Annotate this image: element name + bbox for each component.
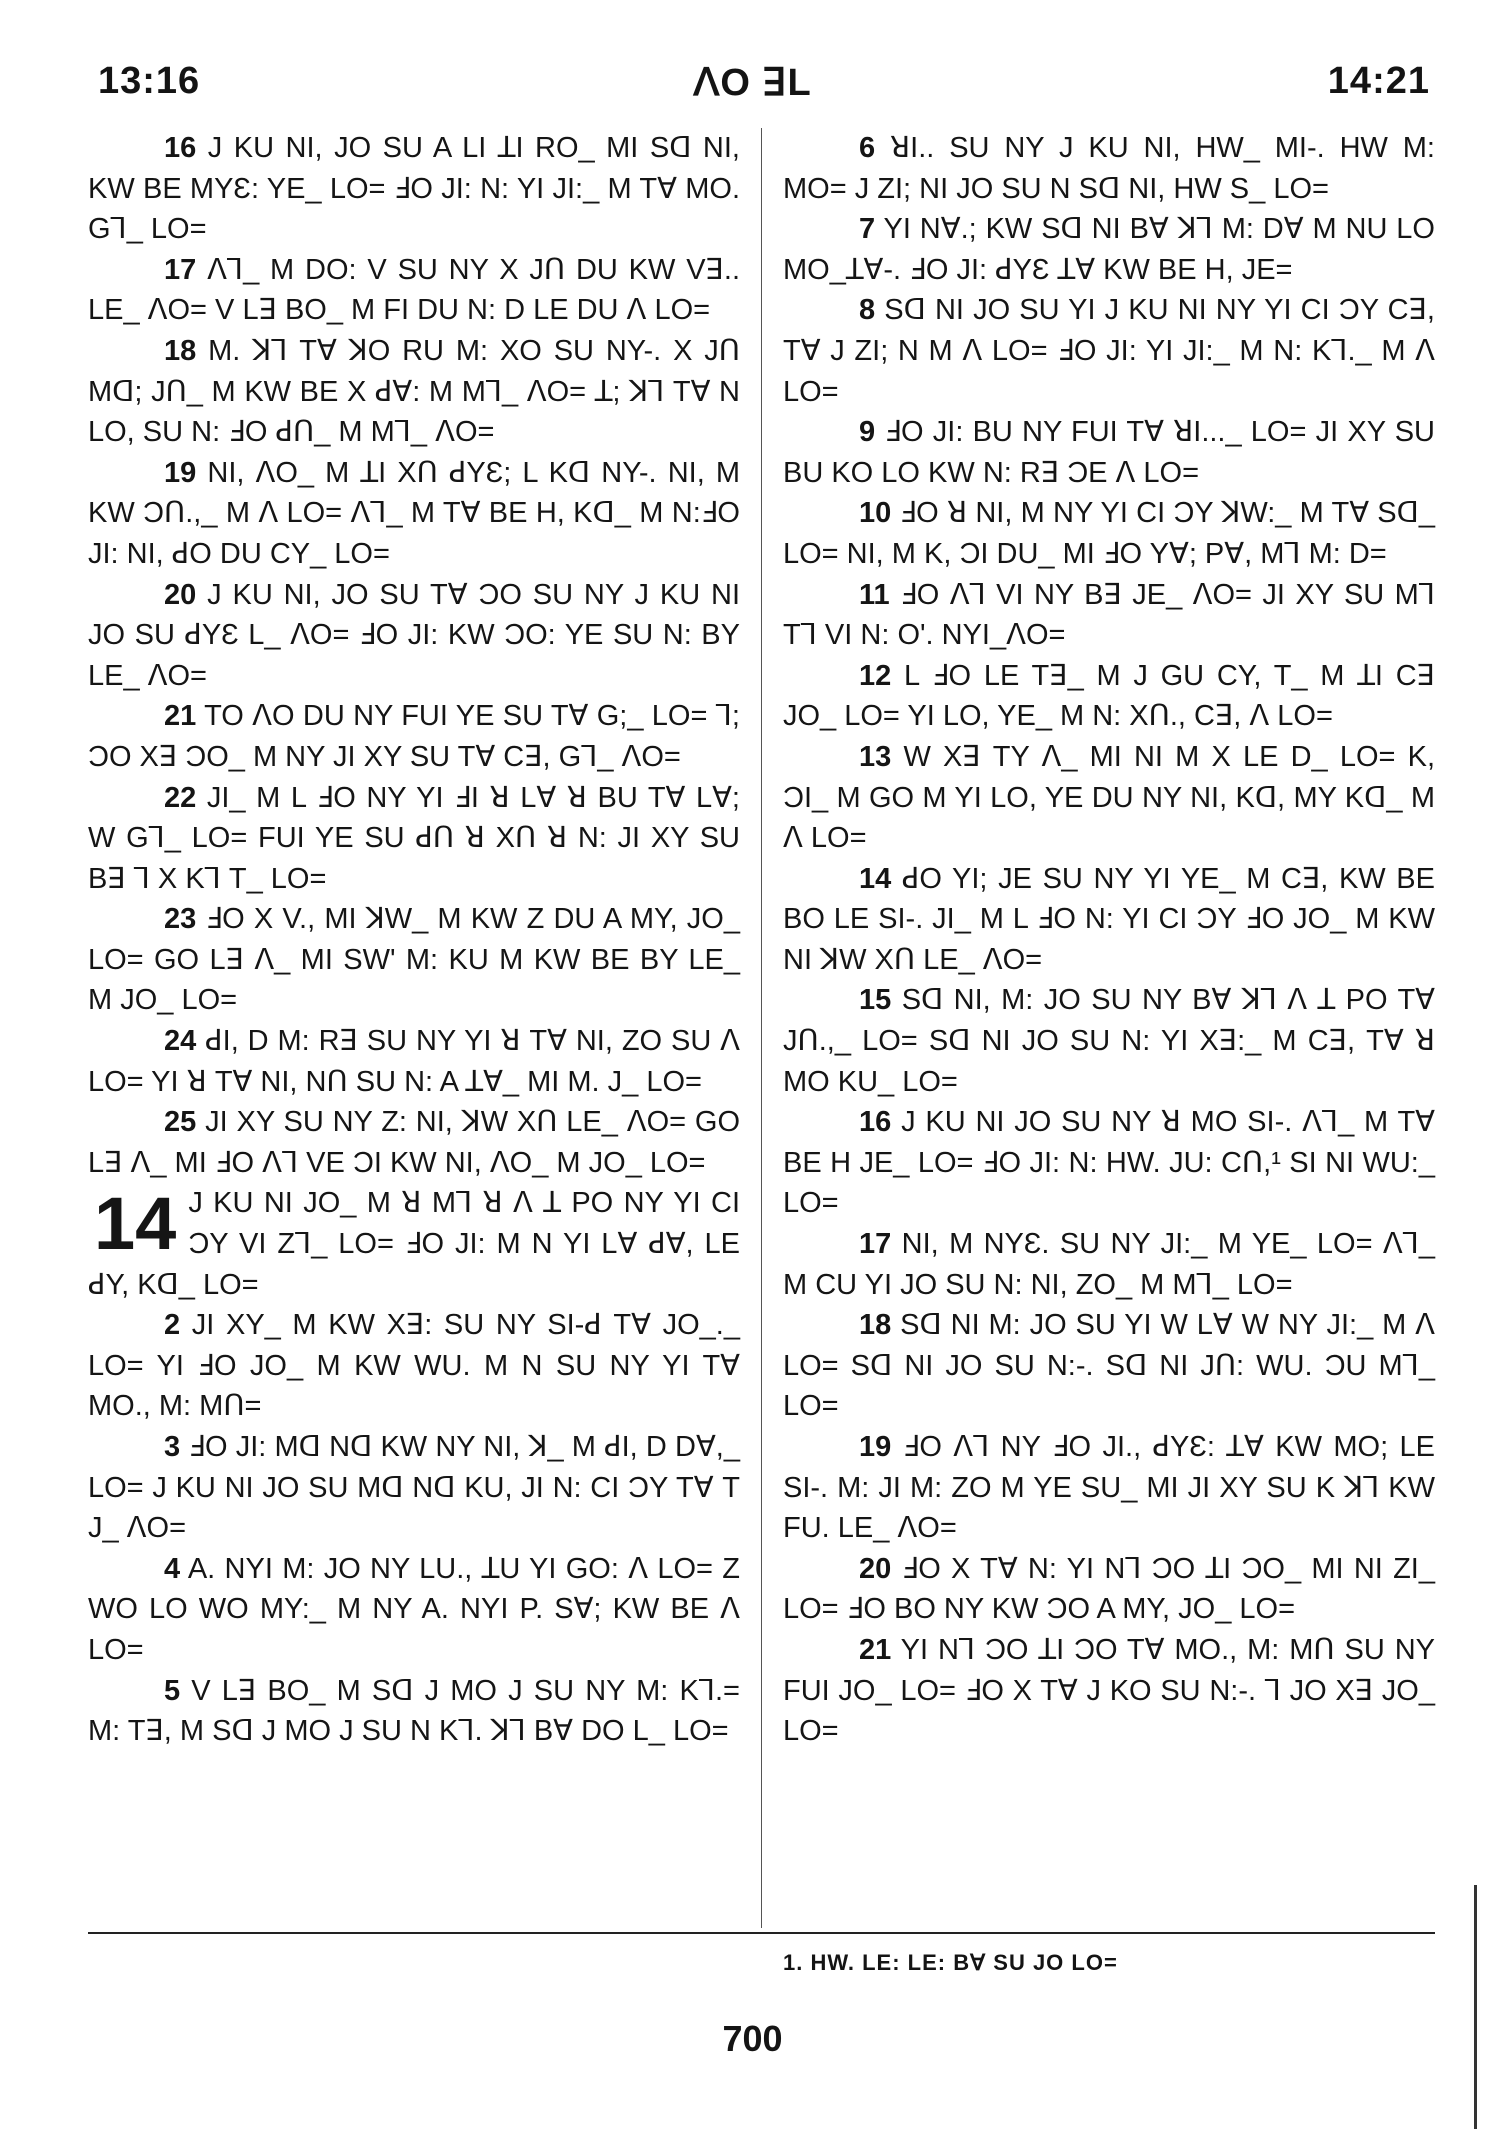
verse xyxy=(783,493,1435,574)
verse-number: 18 xyxy=(859,1309,892,1342)
verse-text: A. NYI M: JO NY LU., ꓕU YI GO: ꓥ LO= Z WO LO WO MY:_ M NY A. NYI P. Sꓯ; KW BE ꓥ LO= xyxy=(88,1552,740,1666)
verse-text: ꓞO ꓥꓶ VI NY Bꓱ JE_ ꓥO= JI XY SU Mꓶ Tꓶ VI N: O'. NYI_ꓥO= xyxy=(783,578,1435,652)
verse-number: 7 xyxy=(859,213,876,246)
verse xyxy=(783,859,1435,981)
verse-text: ꓒI, D M: Rꓱ SU NY YI ꓤ Tꓯ NI, ZO SU ꓥ LO= YI ꓤ Tꓯ NI, Nꓵ SU N: A ꓕꓯ_ MI M. J_ LO= xyxy=(88,1025,740,1098)
verse-number: 21 xyxy=(859,1633,892,1666)
verse xyxy=(783,575,1435,656)
verse-number: 15 xyxy=(859,984,892,1017)
verse xyxy=(88,1427,740,1549)
verse-text: J KU NI JO SU NY ꓤ MO SI-. ꓥꓶ_ M Tꓯ BE H JE_ LO= ꓞO JI: N: HW. JU: Cꓵ,¹ SI NI WU:_ LO= xyxy=(783,1106,1435,1220)
verse xyxy=(88,899,740,1021)
verse-number: 6 xyxy=(859,132,876,164)
verse xyxy=(88,1102,740,1183)
verse xyxy=(88,128,740,250)
footnote: 1. HW. LE: LE: Bꓯ SU JO LO= xyxy=(783,1950,1118,1975)
verse-text: L ꓞO LE Tꓱ_ M J GU CY, T_ M ꓕI Cꓱ JO_ LO= YI LO, YE_ M N: Xꓵ., Cꓱ, ꓥ LO= xyxy=(783,659,1436,733)
right-column xyxy=(783,128,1435,1752)
verse xyxy=(783,980,1435,1102)
verse-number: 9 xyxy=(859,416,876,449)
verse-number: 18 xyxy=(164,334,197,367)
verse xyxy=(783,1305,1435,1427)
verse-number: 10 xyxy=(859,497,892,530)
verse-number: 16 xyxy=(859,1106,892,1139)
verse xyxy=(88,1021,740,1102)
verse xyxy=(88,1305,740,1427)
verse xyxy=(88,696,740,777)
verse-text: J KU NI, JO SU A LI ꓕI RO_ MI Sꓷ NI, KW BE MYƐ: YE_ LO= ꓞO JI: N: YI JI:_ M Tꓯ MO. Gꓶ_ LO= xyxy=(88,132,740,246)
header-right-reference: 14:21 xyxy=(1327,60,1430,102)
verse-number: 3 xyxy=(164,1431,181,1463)
verse xyxy=(783,1630,1435,1752)
column-divider xyxy=(761,128,762,1928)
verse-text: ꓞO JI: Mꓷ Nꓷ KW NY NI, ꓘ_ M ꓒI, D Dꓯ,_ LO= J KU NI JO SU Mꓷ Nꓷ KU, JI N: CI ƆY Tꓯ T J_ ꓥO= xyxy=(88,1431,740,1545)
verse-text: JI XY SU NY Z: NI, ꓘW Xꓵ LE_ ꓥO= GO Lꓱ ꓥ_ MI ꓞO ꓥꓶ VE ƆI KW NI, ꓥO_ M JO_ LO= xyxy=(88,1106,741,1179)
verse-number: 13 xyxy=(859,740,892,773)
verse xyxy=(88,453,740,575)
verse xyxy=(88,1549,740,1671)
verse-number: 11 xyxy=(859,578,890,611)
verse-text: ꓞO X Tꓯ N: YI Nꓶ ƆO ꓕI ƆO_ MI NI ZI_ LO= ꓞO BO NY KW ƆO A MY, JO_ LO= xyxy=(783,1552,1435,1626)
verse-number: 23 xyxy=(164,903,197,936)
verse-text: V Lꓱ BO_ M Sꓷ J MO J SU NY M: Kꓶ.= M: Tꓱ, M Sꓷ J MO J SU N Kꓶ. ꓘꓶ Bꓯ DO L_ LO= xyxy=(88,1674,740,1748)
verse-number: 17 xyxy=(164,253,197,286)
verse-number: 19 xyxy=(164,456,197,489)
verse-text: YI Nꓯ.; KW Sꓷ NI Bꓯ ꓘꓶ M: Dꓯ M NU LO MO_ꓕꓯ-. ꓞO JI: ꓒYƐ ꓕꓯ KW BE H, JE= xyxy=(783,213,1435,286)
verse-text: W Xꓱ TY ꓥ_ MI NI M X LE D_ LO= K, ƆI_ M GO M YI LO, YE DU NY NI, Kꓷ, MY Kꓷ_ M ꓥ LO= xyxy=(783,740,1435,855)
verse xyxy=(88,1671,740,1752)
verse-number: 12 xyxy=(859,659,892,692)
verse-number: 22 xyxy=(164,781,197,814)
chapter-number: 14 xyxy=(94,1182,177,1266)
verse-text: ꓥꓶ_ M DO: V SU NY X Jꓵ DU KW Vꓱ.. LE_ ꓥO= V Lꓱ BO_ M FI DU N: D LE DU ꓥ LO= xyxy=(88,253,740,327)
verse-text: Sꓷ NI, M: JO SU NY Bꓯ ꓘꓶ ꓥ ꓕ PO Tꓯ Jꓵ.,_ LO= Sꓷ NI JO SU N: YI Xꓱ:_ M Cꓱ, Tꓯ ꓤ MO KU_ LO= xyxy=(783,984,1435,1098)
verse-text: M. ꓘꓶ Tꓯ ꓘO RU M: XO SU NY-. X Jꓵ Mꓷ; Jꓵ_ M KW BE X ꓒꓯ: M Mꓶ_ ꓥO= ꓕ; ꓘꓶ Tꓯ N LO, SU N: ꓞO ꓒꓵ_ M Mꓶ_ ꓥO= xyxy=(88,334,741,449)
verse xyxy=(783,1224,1435,1305)
header-left-reference: 13:16 xyxy=(98,60,201,102)
chapter-first-verse-text: J KU NI JO_ M ꓤ Mꓶ ꓤ ꓥ ꓕ PO NY YI CI ƆY VI Zꓶ_ LO= ꓞO JI: M N YI Lꓯ ꓒꓯ, LE ꓒY, Kꓷ_ LO= xyxy=(88,1187,740,1301)
verse-number: 25 xyxy=(164,1106,197,1139)
verse xyxy=(783,1549,1435,1630)
verse xyxy=(783,128,1435,209)
verse-text: NI, ꓥO_ M ꓕI Xꓵ ꓒYƐ; L Kꓷ NY-. NI, M KW Ɔꓵ.,_ M ꓥ LO= ꓥꓶ_ M Tꓯ BE H, Kꓷ_ M N:ꓞO JI: NI, ꓒO DU CY_ LO= xyxy=(88,456,741,570)
verse xyxy=(783,656,1435,737)
verse-number: 16 xyxy=(164,132,197,164)
verse-text: ꓞO JI: BU NY FUI Tꓯ ꓤI..._ LO= JI XY SU BU KO LO KW N: Rꓱ ƆE ꓥ LO= xyxy=(783,416,1435,489)
verse-text: J KU NI, JO SU Tꓯ ƆO SU NY J KU NI JO SU ꓒYƐ L_ ꓥO= ꓞO JI: KW ƆO: YE SU N: BY LE_ ꓥO= xyxy=(88,578,740,692)
left-column xyxy=(88,128,740,1752)
verse-text: ꓤI.. SU NY J KU NI, HW_ MI-. HW M: MO= J ZI; NI JO SU N Sꓷ NI, HW S_ LO= xyxy=(783,132,1435,205)
verse xyxy=(783,1102,1435,1224)
verse-number: 19 xyxy=(859,1431,892,1463)
verse-text: YI Nꓶ ƆO ꓕI ƆO Tꓯ MO., M: Mꓵ SU NY FUI JO_ LO= ꓞO X Tꓯ J KO SU N:-. ꓶ JO Xꓱ JO_ LO= xyxy=(783,1633,1435,1748)
header-book-title: ꓥO ꓱL xyxy=(693,62,812,104)
verse-number: 14 xyxy=(859,862,892,895)
chapter-opening xyxy=(88,1183,740,1305)
verse-number: 17 xyxy=(859,1228,892,1261)
verse-number: 4 xyxy=(164,1552,181,1585)
verse-text: ꓞO ꓤ NI, M NY YI CI ƆY ꓘW:_ M Tꓯ Sꓷ_ LO= NI, M K, ƆI DU_ MI ꓞO Yꓯ; Pꓯ, Mꓶ M: D= xyxy=(783,497,1435,570)
footnote-rule xyxy=(88,1932,1435,1934)
verse xyxy=(88,331,740,453)
verse-number: 24 xyxy=(164,1025,197,1058)
verse-text: NI, M NYƐ. SU NY JI:_ M YE_ LO= ꓥꓶ_ M CU YI JO SU N: NI, ZO_ M Mꓶ_ LO= xyxy=(783,1228,1435,1301)
verse xyxy=(88,575,740,697)
verse-text: Sꓷ NI M: JO SU YI W Lꓯ W NY JI:_ M ꓥ LO= Sꓷ NI JO SU N:-. Sꓷ NI Jꓵ: WU. ƆU Mꓶ_ LO= xyxy=(783,1309,1435,1423)
verse-number: 5 xyxy=(164,1674,181,1707)
verse-text: TO ꓥO DU NY FUI YE SU Tꓯ G;_ LO= ꓶ; ƆO Xꓱ ƆO_ M NY JI XY SU Tꓯ Cꓱ, Gꓶ_ ꓥO= xyxy=(88,700,740,773)
verse-text: JI XY_ M KW Xꓱ: SU NY SI-ꓒ Tꓯ JO_._ LO= YI ꓞO JO_ M KW WU. M N SU NY YI Tꓯ MO., M: Mꓵ= xyxy=(88,1309,740,1423)
verse-number: 20 xyxy=(164,578,197,611)
verse-number: 8 xyxy=(859,294,876,327)
verse xyxy=(783,412,1435,493)
verse xyxy=(88,778,740,900)
verse-text: ꓞO ꓥꓶ NY ꓞO JI., ꓒYƐ: ꓕꓯ KW MO; LE SI-. M: JI M: ZO M YE SU_ MI JI XY SU K ꓘꓶ KW FU. LE_ ꓥO= xyxy=(783,1431,1435,1545)
verse xyxy=(783,209,1435,290)
verse-text: ꓞO X V., MI ꓘW_ M KW Z DU A MY, JO_ LO= GO Lꓱ ꓥ_ MI SW' M: KU M KW BE BY LE_ M JO_ LO= xyxy=(88,903,740,1017)
verse-text: ꓒO YI; JE SU NY YI YE_ M Cꓱ, KW BE BO LE SI-. JI_ M L ꓞO N: YI CI ƆY ꓞO JO_ M KW NI ꓘW Xꓵ LE_ ꓥO= xyxy=(783,862,1435,976)
verse xyxy=(783,1427,1435,1549)
page-number: 700 xyxy=(722,2018,783,2059)
verse xyxy=(783,290,1435,412)
verse-text: Sꓷ NI JO SU YI J KU NI NY YI CI ƆY Cꓱ, Tꓯ J ZI; N M ꓥ LO= ꓞO JI: YI JI:_ M N: Kꓶ._ M ꓥ LO= xyxy=(783,294,1435,408)
page-edge-line xyxy=(1474,1885,1477,2129)
verse xyxy=(88,250,740,331)
verse-number: 2 xyxy=(164,1309,181,1342)
verse-text: JI_ M L ꓞO NY YI ꓞI ꓤ Lꓯ ꓤ BU Tꓯ Lꓯ; W Gꓶ_ LO= FUI YE SU ꓒꓵ ꓤ Xꓵ ꓤ N: JI XY SU Bꓱ ꓶ X Kꓶ T_ LO= xyxy=(88,781,740,895)
verse xyxy=(783,737,1435,859)
verse-number: 20 xyxy=(859,1552,892,1585)
verse-number: 21 xyxy=(164,700,197,733)
